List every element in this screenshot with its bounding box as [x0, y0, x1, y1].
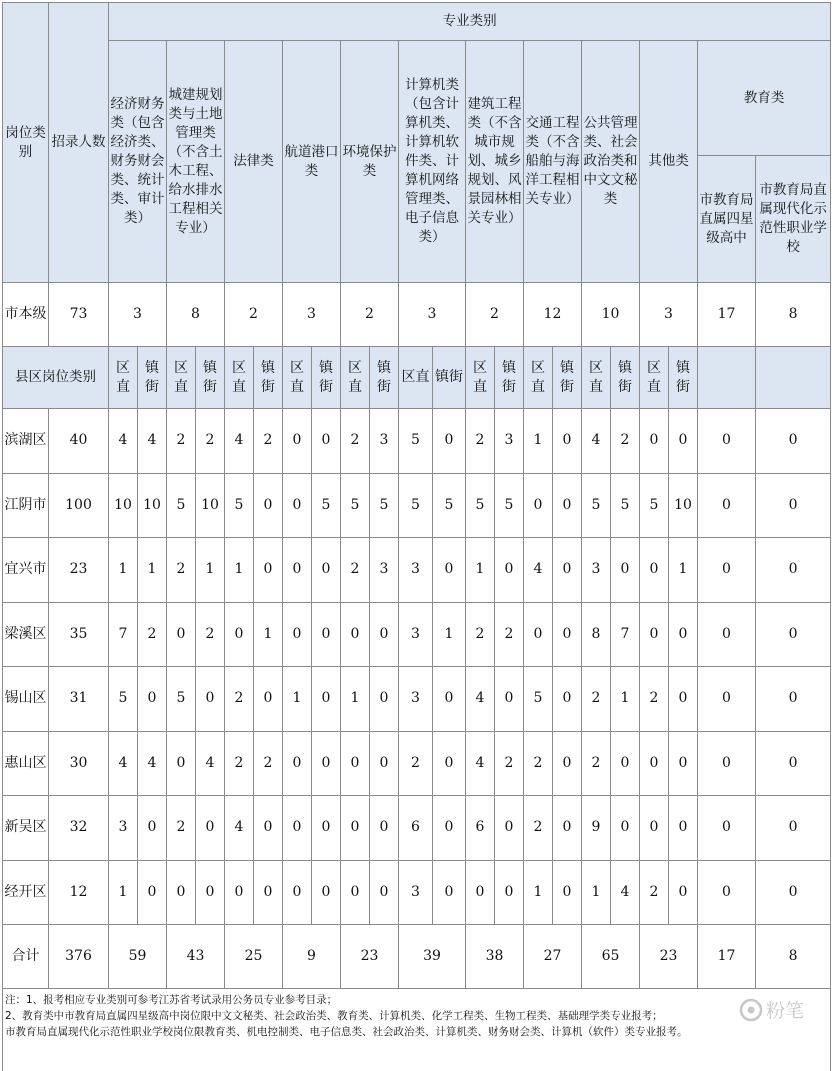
- cell-transport-zhen: 0: [553, 731, 582, 796]
- cell-econ-zhen: 10: [138, 473, 167, 538]
- cell-construction-qu: 5: [466, 473, 495, 538]
- recruit-count-header: 招录人数: [49, 3, 109, 283]
- cell-other-qu: 0: [640, 602, 669, 667]
- table-row: [3, 731, 831, 796]
- cell-econ-zhen: 4: [138, 731, 167, 796]
- cell-econ-qu: 4: [109, 409, 138, 474]
- cell-transport-qu: 2: [524, 796, 553, 861]
- cell-construction-zhen: 3: [495, 409, 524, 474]
- edu-blank-header: [698, 347, 756, 409]
- cell-public-zhen: 5: [611, 473, 640, 538]
- cell-urban-zhen: 0: [196, 796, 225, 861]
- cell-law-qu: 4: [225, 796, 254, 861]
- cell-port-qu: 0: [283, 860, 312, 925]
- cell-port-zhen: 0: [312, 602, 341, 667]
- cell-urban-zhen: 10: [196, 473, 225, 538]
- recruit-total-cell: 35: [49, 602, 109, 667]
- qu-zhi-header: 区直: [341, 347, 370, 409]
- major-header-construction: 建筑工程类（不含城市规划、城乡规划、风景园林相关专业）: [466, 41, 524, 283]
- cell-econ-zhen: 0: [138, 667, 167, 732]
- cell-urban-qu: 2: [167, 538, 196, 603]
- cell-law-qu: 2: [225, 667, 254, 732]
- cell-computer-zhen: 0: [433, 731, 466, 796]
- table-row: [3, 796, 831, 861]
- cell-econ-qu: 5: [109, 667, 138, 732]
- cell-other-qu: 0: [640, 731, 669, 796]
- major-header-law: 法律类: [225, 41, 283, 283]
- table-row: [3, 602, 831, 667]
- cell-edu-vocational: 0: [756, 860, 831, 925]
- county-type-header: 县区岗位类别: [3, 347, 109, 409]
- cell-env-qu: 0: [341, 602, 370, 667]
- cell-edu-vocational: 0: [756, 538, 831, 603]
- table-row: [3, 473, 831, 538]
- cell-transport-qu: 2: [524, 731, 553, 796]
- cell-env-qu: 2: [341, 409, 370, 474]
- cell-econ-qu: 1: [109, 860, 138, 925]
- cell-computer-qu: 2: [399, 731, 433, 796]
- row-label: 合计: [3, 925, 49, 989]
- cell-transport-zhen: 0: [553, 667, 582, 732]
- cell-construction-zhen: 0: [495, 796, 524, 861]
- row-label: 经开区: [3, 860, 49, 925]
- cell-econ-zhen: 0: [138, 796, 167, 861]
- cell-env: 2: [341, 283, 399, 347]
- cell-port-qu: 0: [283, 602, 312, 667]
- cell-other-zhen: 1: [669, 538, 698, 603]
- qu-zhi-header: 区直: [283, 347, 312, 409]
- cell-other-qu: 0: [640, 796, 669, 861]
- cell-edu-highschool: 0: [698, 538, 756, 603]
- cell-port-zhen: 0: [312, 796, 341, 861]
- cell-transport-qu: 0: [524, 473, 553, 538]
- cell-transport-zhen: 0: [553, 538, 582, 603]
- cell-other-zhen: 0: [669, 860, 698, 925]
- cell-public-zhen: 0: [611, 731, 640, 796]
- table-row: [3, 538, 831, 603]
- cell-other-zhen: 0: [669, 731, 698, 796]
- education-header: 教育类: [698, 41, 831, 156]
- cell-edu-highschool: 0: [698, 731, 756, 796]
- cell-edu-highschool: 0: [698, 409, 756, 474]
- recruit-total-cell: 23: [49, 538, 109, 603]
- row-label: 宜兴市: [3, 538, 49, 603]
- cell-port-qu: 0: [283, 731, 312, 796]
- cell-env-zhen: 3: [370, 409, 399, 474]
- cell-port-qu: 0: [283, 796, 312, 861]
- cell-public-zhen: 1: [611, 667, 640, 732]
- zhen-jie-header: 镇街: [433, 347, 466, 409]
- cell-computer-qu: 3: [399, 667, 433, 732]
- cell-transport-zhen: 0: [553, 473, 582, 538]
- cell-edu-highschool: 0: [698, 473, 756, 538]
- cell-computer-qu: 3: [399, 538, 433, 603]
- cell-port-zhen: 0: [312, 409, 341, 474]
- total-row: [3, 925, 831, 989]
- cell-env-zhen: 3: [370, 538, 399, 603]
- zhen-jie-header: 镇街: [669, 347, 698, 409]
- cell-law-zhen: 2: [254, 731, 283, 796]
- cell-law-zhen: 0: [254, 860, 283, 925]
- recruit-total-cell: 73: [49, 283, 109, 347]
- cell-construction-zhen: 0: [495, 538, 524, 603]
- cell-public-zhen: 4: [611, 860, 640, 925]
- cell-law-zhen: 2: [254, 409, 283, 474]
- fenbi-watermark: [738, 996, 824, 1024]
- cell-transport-qu: 1: [524, 860, 553, 925]
- cell-econ-zhen: 1: [138, 538, 167, 603]
- cell-other-qu: 0: [640, 538, 669, 603]
- cell-port-zhen: 5: [312, 473, 341, 538]
- cell-urban-qu: 2: [167, 409, 196, 474]
- major-header-computer: 计算机类（包含计算机类、计算机软件类、计算机网络管理类、电子信息类）: [399, 41, 466, 283]
- cell-public-qu: 2: [582, 667, 611, 732]
- table-row: [3, 667, 831, 732]
- major-header-port: 航道港口类: [283, 41, 341, 283]
- cell-edu-vocational: 0: [756, 473, 831, 538]
- fenbi-logo-icon: [738, 996, 824, 1024]
- cell-computer-zhen: 0: [433, 538, 466, 603]
- position-type-header: 岗位类别: [3, 3, 49, 283]
- cell-construction-qu: 1: [466, 538, 495, 603]
- cell-econ-qu: 4: [109, 731, 138, 796]
- zhen-jie-header: 镇街: [196, 347, 225, 409]
- note-line: 市教育局直属现代化示范性职业学校岗位限教育类、机电控制类、电子信息类、社会政治类、计算机类、财务财会类、计算机（软件）类专业报考。: [5, 1026, 688, 1038]
- cell-port-qu: 0: [283, 409, 312, 474]
- cell-port: 3: [283, 283, 341, 347]
- row-label: 惠山区: [3, 731, 49, 796]
- cell-construction-qu: 4: [466, 731, 495, 796]
- cell-env-zhen: 5: [370, 473, 399, 538]
- note-line: 2、教育类中市教育局直属四星级高中岗位限中文文秘类、社会政治类、教育类、计算机类、化学工程类、生物工程类、基础理学类专业报考；: [5, 1010, 663, 1022]
- cell-law-qu: 0: [225, 860, 254, 925]
- cell-econ-qu: 7: [109, 602, 138, 667]
- cell-edu-vocational: 8: [756, 925, 831, 989]
- row-label: 滨湖区: [3, 409, 49, 474]
- cell-public-qu: 4: [582, 409, 611, 474]
- major-header-other: 其他类: [640, 41, 698, 283]
- row-label: 梁溪区: [3, 602, 49, 667]
- cell-urban-zhen: 2: [196, 409, 225, 474]
- cell-econ-qu: 1: [109, 538, 138, 603]
- recruit-total-cell: 376: [49, 925, 109, 989]
- cell-other-qu: 2: [640, 860, 669, 925]
- cell-other: 23: [640, 925, 698, 989]
- cell-port-zhen: 0: [312, 731, 341, 796]
- row-label: 新吴区: [3, 796, 49, 861]
- zhen-jie-header: 镇街: [495, 347, 524, 409]
- cell-law-qu: 2: [225, 731, 254, 796]
- cell-construction-qu: 4: [466, 667, 495, 732]
- cell-other-zhen: 0: [669, 409, 698, 474]
- cell-edu-vocational: 0: [756, 602, 831, 667]
- major-header-urban: 城建规划类与土地管理类（不含土木工程、给水排水工程相关专业）: [167, 41, 225, 283]
- cell-construction-qu: 0: [466, 860, 495, 925]
- cell-other-qu: 5: [640, 473, 669, 538]
- cell-env-zhen: 0: [370, 602, 399, 667]
- cell-transport-zhen: 0: [553, 409, 582, 474]
- cell-public-qu: 9: [582, 796, 611, 861]
- cell-law-zhen: 0: [254, 796, 283, 861]
- cell-law-qu: 0: [225, 602, 254, 667]
- cell-econ-zhen: 4: [138, 409, 167, 474]
- cell-transport-qu: 5: [524, 667, 553, 732]
- major-header-env: 环境保护类: [341, 41, 399, 283]
- cell-law: 25: [225, 925, 283, 989]
- cell-other-zhen: 0: [669, 667, 698, 732]
- cell-env-zhen: 0: [370, 731, 399, 796]
- cell-urban-zhen: 4: [196, 731, 225, 796]
- qu-zhi-header: 区直: [225, 347, 254, 409]
- cell-computer-zhen: 5: [433, 473, 466, 538]
- cell-law-zhen: 0: [254, 538, 283, 603]
- cell-computer-qu: 3: [399, 602, 433, 667]
- cell-edu-vocational: 0: [756, 731, 831, 796]
- cell-env-zhen: 0: [370, 667, 399, 732]
- cell-computer: 39: [399, 925, 466, 989]
- cell-other-qu: 0: [640, 409, 669, 474]
- cell-urban-qu: 5: [167, 473, 196, 538]
- recruit-total-cell: 31: [49, 667, 109, 732]
- recruit-total-cell: 100: [49, 473, 109, 538]
- cell-urban-qu: 0: [167, 860, 196, 925]
- cell-public: 10: [582, 283, 640, 347]
- cell-env-qu: 1: [341, 667, 370, 732]
- cell-other: 3: [640, 283, 698, 347]
- row-label: 市本级: [3, 283, 49, 347]
- recruit-total-cell: 32: [49, 796, 109, 861]
- cell-env-zhen: 0: [370, 796, 399, 861]
- cell-public-zhen: 0: [611, 796, 640, 861]
- cell-urban: 8: [167, 283, 225, 347]
- qu-zhi-header: 区直: [582, 347, 611, 409]
- cell-construction-qu: 2: [466, 409, 495, 474]
- cell-port-zhen: 0: [312, 667, 341, 732]
- cell-construction-qu: 6: [466, 796, 495, 861]
- cell-public-qu: 3: [582, 538, 611, 603]
- recruit-total-cell: 12: [49, 860, 109, 925]
- cell-edu-vocational: 0: [756, 667, 831, 732]
- cell-computer-zhen: 0: [433, 860, 466, 925]
- cell-edu-highschool: 0: [698, 602, 756, 667]
- cell-computer-zhen: 0: [433, 409, 466, 474]
- major-header-econ: 经济财务类（包含经济类、财务财会类、统计类、审计类）: [109, 41, 167, 283]
- note-line: 注：1、报考相应专业类别可参考江苏省考试录用公务员专业参考目录；: [5, 994, 338, 1006]
- qu-zhi-header: 区直: [399, 347, 433, 409]
- edu-sub-header-vocational: 市教育局直属现代化示范性职业学校: [756, 156, 831, 283]
- cell-econ: 3: [109, 283, 167, 347]
- watermark-text: 粉笔: [766, 1000, 805, 1022]
- cell-construction: 38: [466, 925, 524, 989]
- cell-edu-vocational: 0: [756, 796, 831, 861]
- cell-transport: 12: [524, 283, 582, 347]
- cell-public: 65: [582, 925, 640, 989]
- cell-env-zhen: 0: [370, 860, 399, 925]
- cell-econ-qu: 3: [109, 796, 138, 861]
- zhen-jie-header: 镇街: [370, 347, 399, 409]
- cell-transport-zhen: 0: [553, 860, 582, 925]
- cell-urban-qu: 0: [167, 602, 196, 667]
- cell-urban-qu: 0: [167, 731, 196, 796]
- qu-zhi-header: 区直: [640, 347, 669, 409]
- cell-law-qu: 5: [225, 473, 254, 538]
- cell-public-zhen: 7: [611, 602, 640, 667]
- cell-public-qu: 2: [582, 731, 611, 796]
- cell-computer-zhen: 0: [433, 796, 466, 861]
- recruit-total-cell: 40: [49, 409, 109, 474]
- cell-law-qu: 1: [225, 538, 254, 603]
- cell-econ-zhen: 2: [138, 602, 167, 667]
- cell-transport-qu: 1: [524, 409, 553, 474]
- cell-urban-qu: 2: [167, 796, 196, 861]
- cell-other-zhen: 0: [669, 796, 698, 861]
- cell-env-qu: 0: [341, 796, 370, 861]
- cell-env-qu: 0: [341, 860, 370, 925]
- cell-econ-qu: 10: [109, 473, 138, 538]
- cell-law-zhen: 0: [254, 473, 283, 538]
- edu-sub-header-highschool: 市教育局直属四星级高中: [698, 156, 756, 283]
- cell-construction-zhen: 2: [495, 602, 524, 667]
- cell-edu-highschool: 17: [698, 925, 756, 989]
- cell-transport-zhen: 0: [553, 602, 582, 667]
- major-header-public: 公共管理类、社会政治类和中文文秘类: [582, 41, 640, 283]
- row-label: 江阴市: [3, 473, 49, 538]
- cell-computer-qu: 6: [399, 796, 433, 861]
- cell-transport-qu: 0: [524, 602, 553, 667]
- cell-port-zhen: 0: [312, 860, 341, 925]
- cell-computer-qu: 5: [399, 473, 433, 538]
- cell-other-zhen: 0: [669, 602, 698, 667]
- cell-env: 23: [341, 925, 399, 989]
- cell-construction-zhen: 5: [495, 473, 524, 538]
- recruit-total-cell: 30: [49, 731, 109, 796]
- cell-edu-highschool: 0: [698, 860, 756, 925]
- cell-port-zhen: 0: [312, 538, 341, 603]
- cell-edu-highschool: 0: [698, 667, 756, 732]
- qu-zhi-header: 区直: [466, 347, 495, 409]
- cell-construction: 2: [466, 283, 524, 347]
- cell-urban-zhen: 0: [196, 860, 225, 925]
- county-header-row: [3, 347, 831, 409]
- qu-zhi-header: 区直: [109, 347, 138, 409]
- zhen-jie-header: 镇街: [254, 347, 283, 409]
- zhen-jie-header: 镇街: [312, 347, 341, 409]
- table-row: [3, 860, 831, 925]
- cell-env-qu: 0: [341, 731, 370, 796]
- table-row: [3, 409, 831, 474]
- cell-computer-zhen: 1: [433, 602, 466, 667]
- cell-law-zhen: 1: [254, 602, 283, 667]
- cell-edu-vocational: 0: [756, 409, 831, 474]
- cell-transport-qu: 4: [524, 538, 553, 603]
- cell-other-qu: 2: [640, 667, 669, 732]
- qu-zhi-header: 区直: [167, 347, 196, 409]
- row-label: 锡山区: [3, 667, 49, 732]
- cell-computer-zhen: 0: [433, 667, 466, 732]
- cell-urban: 43: [167, 925, 225, 989]
- cell-other-zhen: 10: [669, 473, 698, 538]
- cell-public-zhen: 2: [611, 409, 640, 474]
- cell-port-qu: 0: [283, 538, 312, 603]
- cell-public-zhen: 0: [611, 538, 640, 603]
- cell-urban-zhen: 1: [196, 538, 225, 603]
- notes: [3, 989, 831, 1071]
- cell-port-qu: 1: [283, 667, 312, 732]
- cell-computer-qu: 5: [399, 409, 433, 474]
- table-row: [3, 283, 831, 347]
- cell-edu-vocational: 8: [756, 283, 831, 347]
- recruitment-table: [2, 2, 831, 1071]
- cell-econ-zhen: 0: [138, 860, 167, 925]
- cell-public-qu: 8: [582, 602, 611, 667]
- cell-law: 2: [225, 283, 283, 347]
- major-category-header: 专业类别: [109, 3, 831, 41]
- cell-urban-qu: 5: [167, 667, 196, 732]
- cell-urban-zhen: 0: [196, 667, 225, 732]
- cell-public-qu: 5: [582, 473, 611, 538]
- cell-port-qu: 0: [283, 473, 312, 538]
- cell-law-zhen: 0: [254, 667, 283, 732]
- qu-zhi-header: 区直: [524, 347, 553, 409]
- cell-construction-qu: 2: [466, 602, 495, 667]
- cell-env-qu: 5: [341, 473, 370, 538]
- cell-public-qu: 1: [582, 860, 611, 925]
- cell-computer-qu: 3: [399, 860, 433, 925]
- cell-construction-zhen: 0: [495, 667, 524, 732]
- cell-law-qu: 4: [225, 409, 254, 474]
- cell-edu-highschool: 17: [698, 283, 756, 347]
- zhen-jie-header: 镇街: [138, 347, 167, 409]
- cell-port: 9: [283, 925, 341, 989]
- zhen-jie-header: 镇街: [553, 347, 582, 409]
- cell-urban-zhen: 2: [196, 602, 225, 667]
- cell-edu-highschool: 0: [698, 796, 756, 861]
- cell-transport-zhen: 0: [553, 796, 582, 861]
- cell-econ: 59: [109, 925, 167, 989]
- cell-env-qu: 2: [341, 538, 370, 603]
- zhen-jie-header: 镇街: [611, 347, 640, 409]
- cell-construction-zhen: 2: [495, 731, 524, 796]
- cell-computer: 3: [399, 283, 466, 347]
- cell-transport: 27: [524, 925, 582, 989]
- cell-construction-zhen: 0: [495, 860, 524, 925]
- major-header-transport: 交通工程类（不含船舶与海洋工程相关专业）: [524, 41, 582, 283]
- edu-blank-header: [756, 347, 831, 409]
